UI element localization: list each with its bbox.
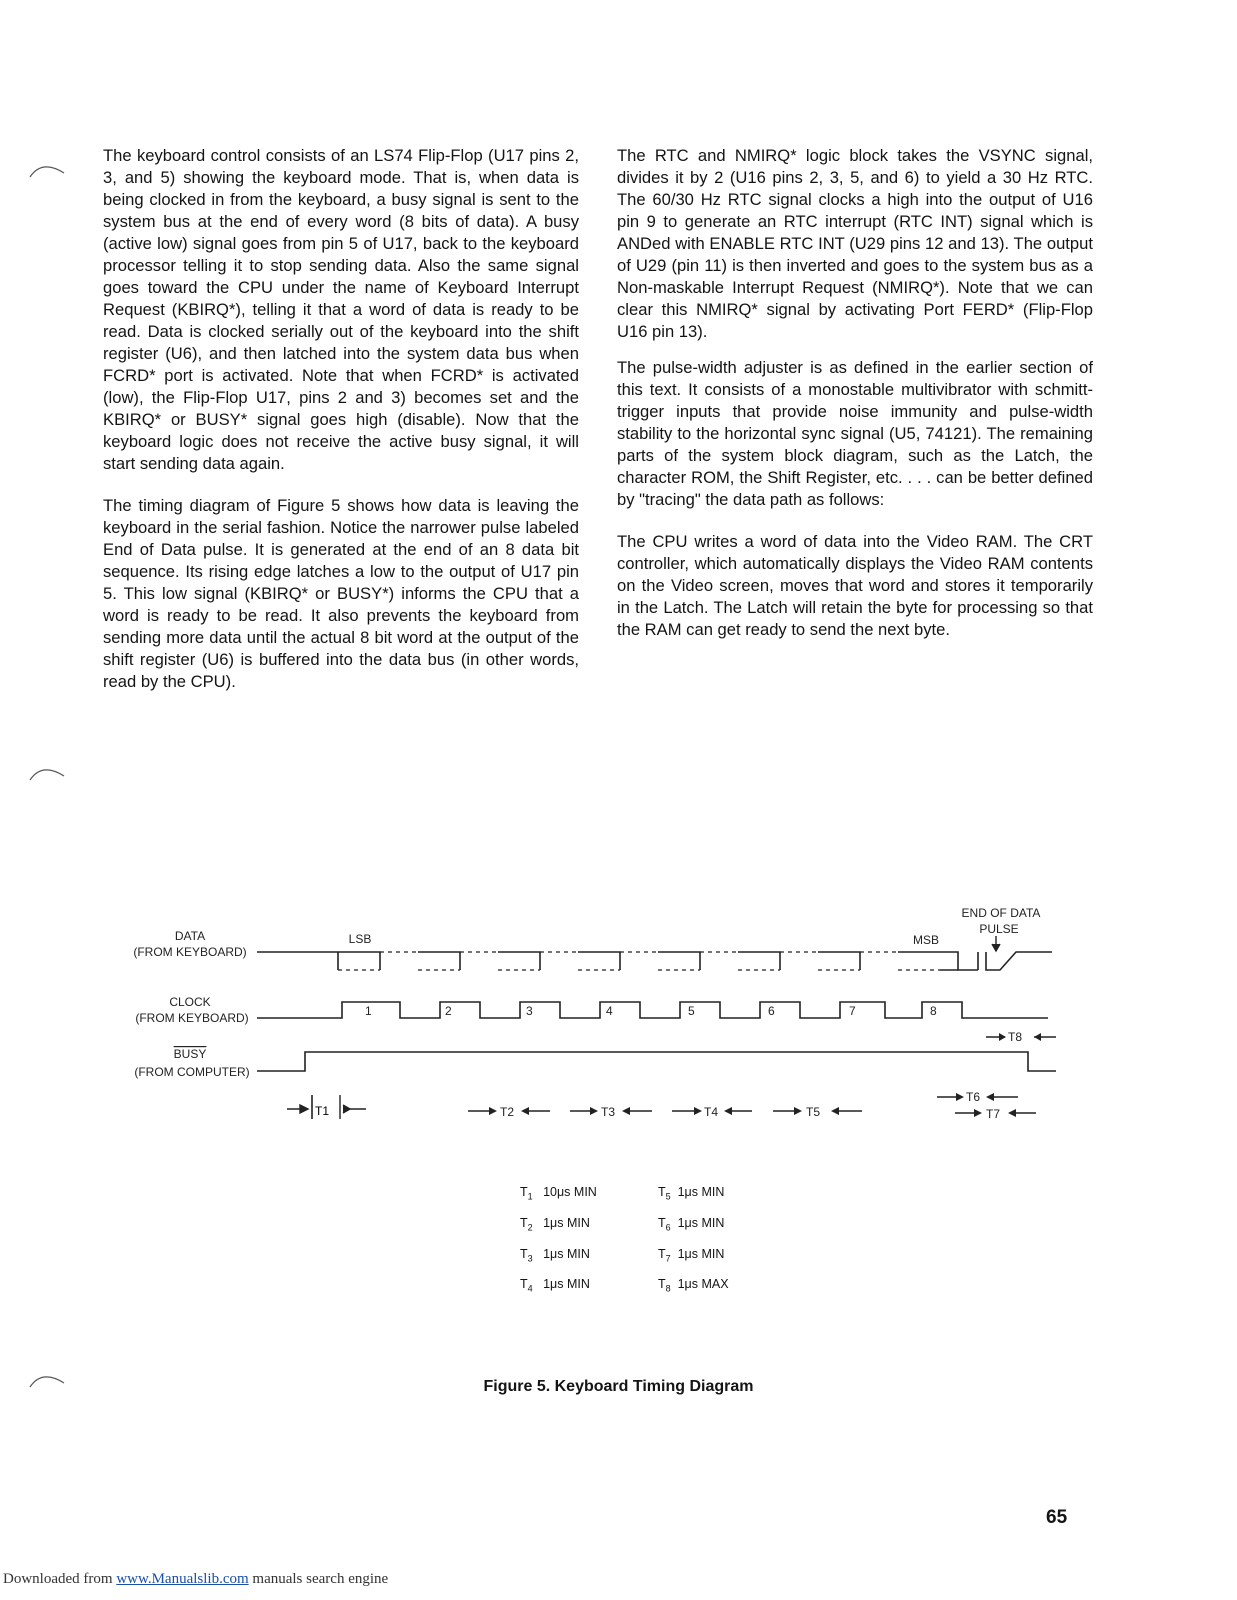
- interval-arrows: [0, 1085, 1237, 1125]
- signal-name-busy: BUSY: [173, 1047, 207, 1061]
- signal-source-data: (FROM KEYBOARD): [133, 945, 247, 959]
- interval-label: T5: [806, 1105, 821, 1119]
- msb-label: MSB: [912, 933, 940, 947]
- download-footer: [3, 1571, 388, 1588]
- legend-item: $T_4$ 1μs MIN: [520, 1277, 590, 1294]
- legend-item: $T_8$ 1μs MAX: [658, 1277, 729, 1294]
- paragraph: The CPU writes a word of data into the Video RAM. The CRT controller, which automatically displays the Video RAM contents on the Video screen, moves that word and stores it temporarily in the Latch. The Latch will retain the byte for processing so that the RAM can get ready to send the next byte.: [617, 532, 1093, 639]
- data-waveform: [257, 952, 1052, 970]
- signal-source-busy: (FROM COMPUTER): [134, 1065, 250, 1079]
- legend-item: $T_6$ 1μs MIN: [658, 1216, 725, 1233]
- interval-label: T8: [1008, 1030, 1023, 1044]
- lsb-label: LSB: [348, 932, 372, 946]
- legend-item: $T_2$ 1μs MIN: [520, 1216, 590, 1233]
- footer-suffix: manuals search engine: [248, 1571, 389, 1587]
- paragraph: The RTC and NMIRQ* logic block takes the VSYNC signal, divides it by 2 (U16 pins 2, 3, 5, and 6) to yield a 30 Hz RTC. The 60/30 Hz RTC signal clocks a high into the output of U16 pin 9 to generate an RTC interrupt (RTC INT) signal which is ANDed with ENABLE RTC INT (U29 pins 12 and 13). The output of U29 (pin 11) is then inverted and goes to the system bus as a Non-maskable Interrupt Request (NMIRQ*). Note that we can clear this NMIRQ* signal by activating Port FERD* (Flip-Flop U16 pin 13).: [617, 146, 1093, 341]
- busy-waveform: [257, 1052, 1056, 1071]
- legend-item: $T_7$ 1μs MIN: [658, 1247, 725, 1264]
- clock-number: 4: [606, 1004, 613, 1018]
- legend-item: $T_1$ 10μs MIN: [520, 1185, 597, 1202]
- clock-number: 2: [445, 1004, 452, 1018]
- clock-number: 3: [526, 1004, 533, 1018]
- legend-item: $T_5$ 1μs MIN: [658, 1185, 725, 1202]
- signal-name-data: DATA: [174, 929, 206, 943]
- end-of-data-label: END OF DATA: [961, 906, 1041, 920]
- binder-mark: [28, 758, 68, 788]
- t8-interval: [986, 1030, 1056, 1044]
- end-of-data-arrow: [992, 936, 1000, 951]
- signal-name-clock: CLOCK: [169, 995, 211, 1009]
- paragraph: The keyboard control consists of an LS74 Flip-Flop (U17 pins 2, 3, and 5) showing the keyboard mode. That is, when data is being clocked in from the keyboard, a busy signal is sent to the system bus at the end of every word (8 bits of data). A busy (active low) signal goes from pin 5 of U17, back to the keyboard processor telling it to stop sending data. Also the same signal goes toward the CPU under the name of Keyboard Interrupt Request (KBIRQ*), telling it that a word of data is ready to be read. Data is clocked serially out of the keyboard into the shift register (U6), and then latched into the system data bus when FCRD* port is activated. Note that when FCRD* is activated (low), the Flip-Flop U17, pins 2 and 3) becomes set and the KBIRQ* or BUSY* signal goes high (disable). Now that the keyboard logic does not receive the active busy signal, it will start sending data again.: [103, 146, 579, 473]
- clock-waveform: [257, 1002, 1048, 1018]
- clock-number: 8: [930, 1004, 937, 1018]
- keyboard-timing-diagram: [0, 890, 1237, 1079]
- clock-number: 6: [768, 1004, 775, 1018]
- interval-label: T6: [966, 1090, 981, 1104]
- interval-label: T7: [986, 1107, 1001, 1121]
- clock-number: 5: [688, 1004, 695, 1018]
- footer-prefix: Downloaded from: [3, 1571, 117, 1587]
- right-column: [617, 145, 1093, 655]
- binder-mark: [28, 155, 68, 185]
- left-column: [103, 145, 579, 707]
- paragraph: The pulse-width adjuster is as defined in the earlier section of this text. It consists of a monostable multivibrator with schmitt-trigger inputs that provide noise immunity and pulse-width stability to the horizontal sync signal (U5, 74121). The remaining parts of the system block diagram, such as the Latch, the character ROM, the Shift Register, etc. . . . can be better defined by "tracing" the data path as follows:: [617, 358, 1093, 509]
- page-number: 65: [1046, 1507, 1068, 1528]
- figure-caption: Figure 5. Keyboard Timing Diagram: [483, 1378, 754, 1395]
- signal-source-clock: (FROM KEYBOARD): [135, 1011, 249, 1025]
- clock-number: 1: [365, 1004, 372, 1018]
- end-of-data-label: PULSE: [979, 922, 1019, 936]
- legend-item: $T_3$ 1μs MIN: [520, 1247, 590, 1264]
- manualslib-link[interactable]: www.Manualslib.com: [116, 1571, 249, 1587]
- interval-label: T4: [704, 1105, 719, 1119]
- clock-number: 7: [849, 1004, 856, 1018]
- interval-label: T3: [601, 1105, 616, 1119]
- paragraph: The timing diagram of Figure 5 shows how data is leaving the keyboard in the serial fashion. Notice the narrower pulse labeled End of Data pulse. It is generated at the end of an 8 data bit sequence. Its rising edge latches a low to the output of U17 pin 5. This low signal (KBIRQ* or BUSY*) informs the CPU that a word is ready to be read. It also prevents the keyboard from sending more data until the actual 8 bit word at the output of the shift register (U6) is buffered into the data bus (in other words, read by the CPU).: [103, 496, 579, 691]
- interval-label: T2: [500, 1105, 515, 1119]
- interval-label: T1: [315, 1104, 330, 1118]
